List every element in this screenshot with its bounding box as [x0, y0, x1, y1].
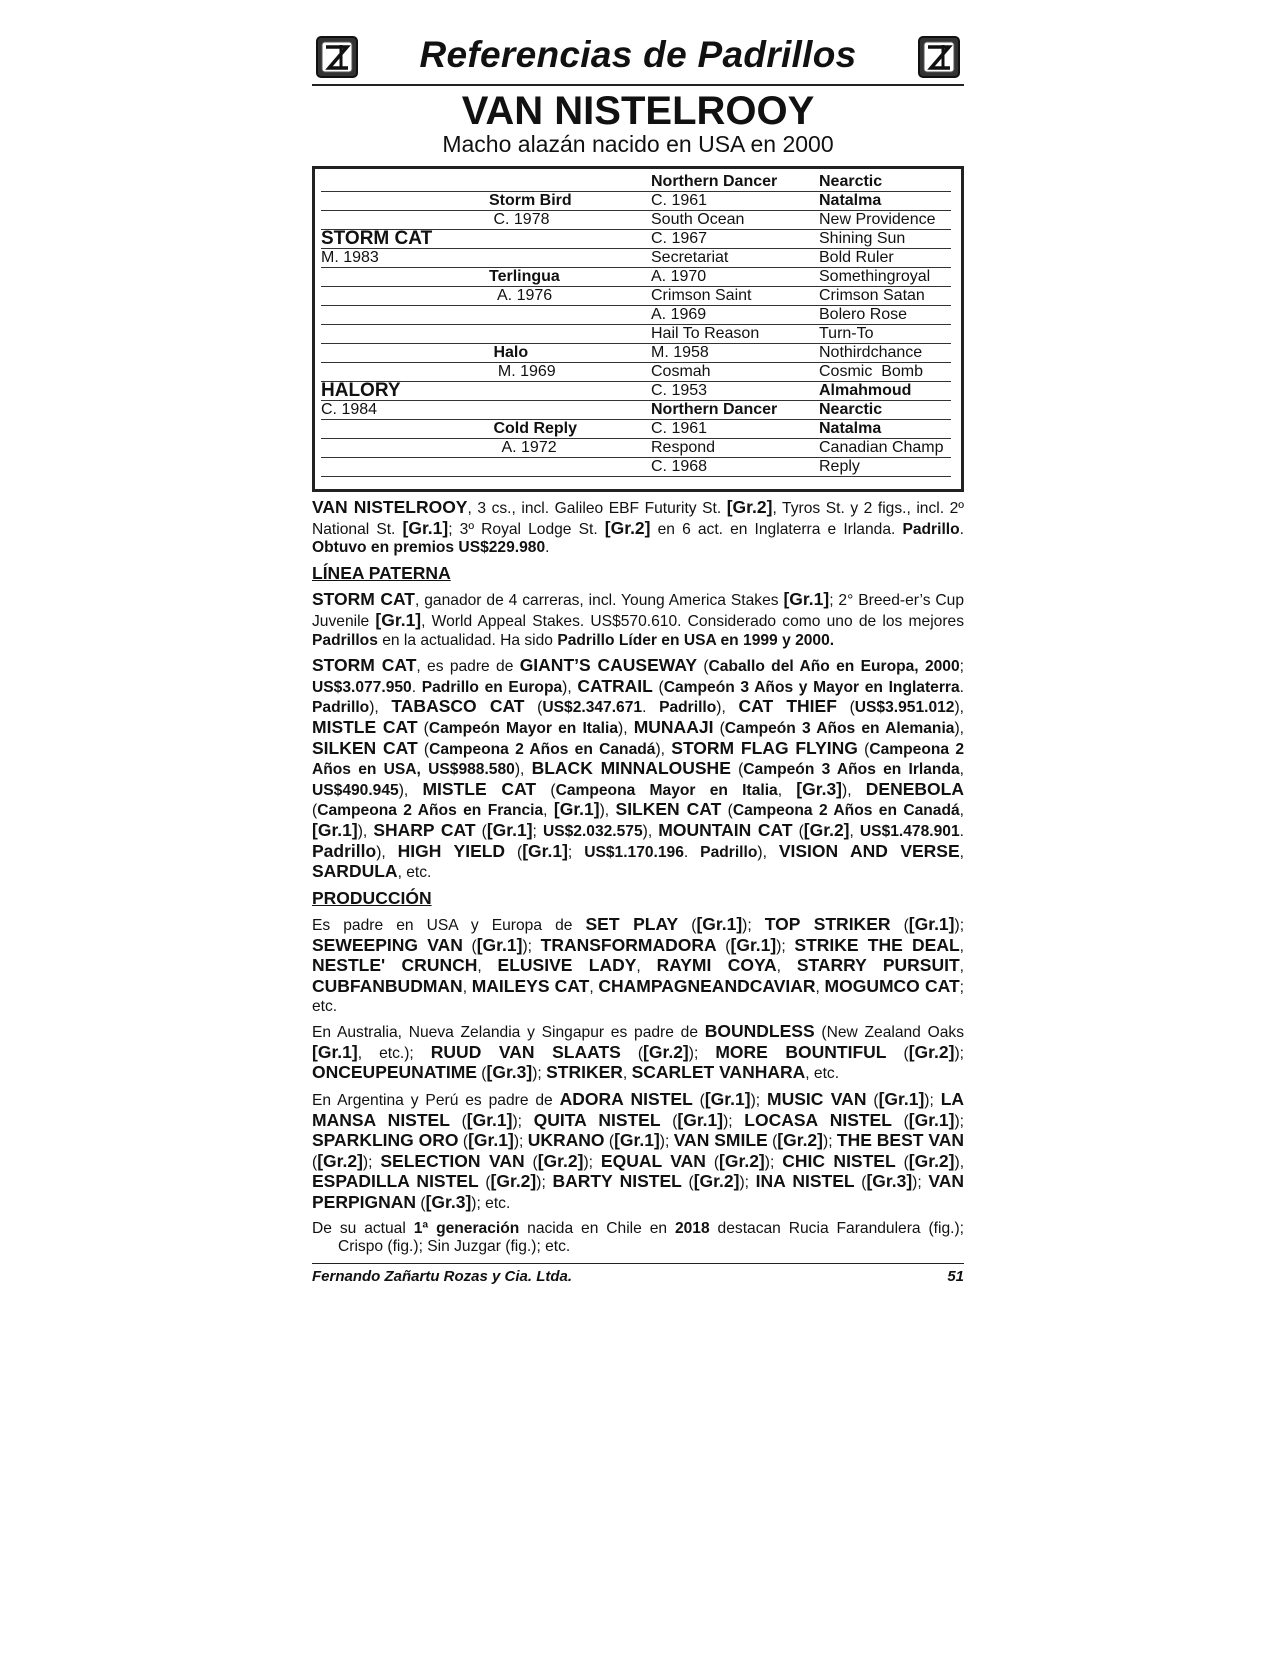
pedigree-cell: HALORY: [321, 380, 401, 401]
pedigree-row: [321, 344, 951, 363]
pedigree-cell: C. 1978: [489, 211, 550, 228]
pedigree-cell: C. 1968: [651, 458, 708, 475]
pedigree-cell: Bolero Rose: [819, 306, 908, 323]
header-title: Referencias de Padrillos: [419, 34, 857, 75]
paragraph-storm-cat-2: STORM CAT, es padre de GIANT’S CAUSEWAY (Caballo del Año en Europa, 2000; US$3.077.950. Padrillo en Europa), CATRAIL (Campeón 3 Años y Mayor en Inglaterra. Padrillo), TABASCO CAT (US$2.347.671. Padrillo), CAT THIEF (US$3.951.012), MISTLE CAT (Campeón Mayor en Italia), MUNAAJI (Campeón 3 Años en Alemania), SILKEN CAT (Campeona 2 Años en Canadá), STORM FLAG FLYING (Campeona 2 Años en USA, US$988.580), BLACK MINNALOUSHE (Campeón 3 Años en Irlanda, US$490.945), MISTLE CAT (Campeona Mayor en Italia, [Gr.3]), DENEBOLA (Campeona 2 Años en Francia, [Gr.1]), SILKEN CAT (Campeona 2 Años en Canadá, [Gr.1]), SHARP CAT ([Gr.1]; US$2.032.575), MOUNTAIN CAT ([Gr.2], US$1.478.901. Padrillo), HIGH YIELD ([Gr.1]; US$1.170.196. Padrillo), VISION AND VERSE, SARDULA, etc.: [312, 655, 965, 882]
pedigree-cell: Terlingua: [489, 268, 560, 285]
pedigree-cell: A. 1970: [651, 268, 707, 285]
paragraph-chile: De su actual 1ª generación nacida en Chile en 2018 destacan Rucia Farandulera (fig.); Crispo (fig.); Sin Juzgar (fig.); etc.: [312, 1219, 965, 1256]
pedigree-cell: Respond: [651, 439, 716, 456]
pedigree-cell: Nearctic: [819, 401, 883, 418]
pedigree-rule: [321, 476, 951, 477]
pedigree-cell: Secretariat: [651, 249, 729, 266]
pedigree-row: [321, 325, 951, 344]
horse-subtitle: Macho alazán nacido en USA en 2000: [442, 131, 834, 157]
page: [312, 30, 964, 1285]
paragraph-australia: En Australia, Nueva Zelandia y Singapur es padre de BOUNDLESS (New Zealand Oaks [Gr.1], etc.); RUUD VAN SLAATS ([Gr.2]); MORE BOUNTIFUL ([Gr.2]); ONCEUPEUNATIME ([Gr.3]); STRIKER, SCARLET VANHARA, etc.: [312, 1021, 965, 1083]
pedigree-cell: Storm Bird: [489, 192, 572, 209]
pedigree-cell: Northern Dancer: [651, 173, 778, 190]
pedigree-cell: M. 1969: [489, 363, 556, 380]
pedigree-row: [321, 249, 951, 268]
paragraph-argentina-peru: En Argentina y Perú es padre de ADORA NISTEL ([Gr.1]); MUSIC VAN ([Gr.1]); LA MANSA NISTEL ([Gr.1]); QUITA NISTEL ([Gr.1]); LOCASA NISTEL ([Gr.1]); SPARKLING ORO ([Gr.1]); UKRANO ([Gr.1]); VAN SMILE ([Gr.2]); THE BEST VAN ([Gr.2]); SELECTION VAN ([Gr.2]); EQUAL VAN ([Gr.2]); CHIC NISTEL ([Gr.2]), ESPADILLA NISTEL ([Gr.2]); BARTY NISTEL ([Gr.2]); INA NISTEL ([Gr.3]); VAN PERPIGNAN ([Gr.3]); etc.: [312, 1089, 965, 1212]
pedigree-cell: STORM CAT: [321, 228, 433, 249]
pedigree-row: [321, 420, 951, 439]
pedigree-cell: Cosmic Bomb: [819, 363, 924, 380]
pedigree-row: [321, 439, 951, 458]
pedigree-cell: Crimson Saint: [651, 287, 752, 304]
pedigree-cell: C. 1953: [651, 382, 708, 399]
pedigree-row: [321, 458, 951, 477]
pedigree-cell: C. 1961: [651, 420, 708, 437]
pedigree-cell: Northern Dancer: [651, 401, 778, 418]
pedigree-cell: C. 1984: [321, 401, 378, 418]
pedigree-row: [321, 173, 951, 192]
paragraph-storm-cat-1: STORM CAT, ganador de 4 carreras, incl. Young America Stakes [Gr.1]; 2° Breed-er’s Cup Juvenile [Gr.1], World Appeal Stakes. US$570.610. Considerado como uno de los mejores Padrillos en la actualidad. Ha sido Padrillo Líder en USA en 1999 y 2000.: [312, 589, 965, 649]
pedigree-row: [321, 268, 951, 287]
pedigree-row: [321, 230, 951, 249]
pedigree-row: [321, 363, 951, 382]
footer-company: Fernando Zañartu Rozas y Cia. Ltda.: [312, 1267, 573, 1285]
page-number: 51: [947, 1267, 964, 1285]
pedigree-row: [321, 306, 951, 325]
pedigree-cell: C. 1961: [651, 192, 708, 209]
page-header: [312, 30, 964, 86]
pedigree-row: [321, 382, 951, 401]
pedigree-cell: South Ocean: [651, 211, 745, 228]
pedigree-cell: Hail To Reason: [651, 325, 760, 342]
pedigree-cell: Natalma: [819, 192, 882, 209]
pedigree-row: [321, 287, 951, 306]
paragraph-intro: VAN NISTELROOY, 3 cs., incl. Galileo EBF Futurity St. [Gr.2], Tyros St. y 2 figs., incl. 2º National St. [Gr.1]; 3º Royal Lodge St. [Gr.2] en 6 act. en Inglaterra e Irlanda. Padrillo. Obtuvo en premios US$229.980.: [312, 497, 964, 557]
pedigree-cell: Bold Ruler: [819, 249, 894, 266]
pedigree-cell: Cosmah: [651, 363, 711, 380]
pedigree-row: [321, 401, 951, 420]
section-linea-paterna: LÍNEA PATERNA: [312, 562, 451, 583]
pedigree-cell: A. 1969: [651, 306, 707, 323]
page-footer: [312, 1263, 964, 1285]
pedigree-cell: Canadian Champ: [819, 439, 944, 456]
pedigree-cell: Turn-To: [819, 325, 874, 342]
pedigree-cell: Crimson Satan: [819, 287, 925, 304]
pedigree-cell: M. 1983: [321, 249, 379, 266]
pedigree-cell: Almahmoud: [819, 382, 912, 399]
pedigree-cell: Somethingroyal: [819, 268, 931, 285]
body-text: [312, 498, 964, 1257]
horse-name: VAN NISTELROOY: [461, 89, 815, 133]
pedigree-table: [312, 166, 964, 492]
pedigree-cell: Nearctic: [819, 173, 883, 190]
pedigree-row: [321, 192, 951, 211]
pedigree-cell: M. 1958: [651, 344, 709, 361]
pedigree-cell: C. 1967: [651, 230, 708, 247]
paragraph-usa-europa: Es padre en USA y Europa de SET PLAY ([Gr.1]); TOP STRIKER ([Gr.1]); SEWEEPING VAN ([Gr.1]); TRANSFORMADORA ([Gr.1]); STRIKE THE DEAL, NESTLE' CRUNCH, ELUSIVE LADY, RAYMI COYA, STARRY PURSUIT, CUBFANBUDMAN, MAILEYS CAT, CHAMPAGNEANDCAVIAR, MOGUMCO CAT; etc.: [312, 914, 965, 1015]
pedigree-cell: A. 1972: [489, 439, 557, 456]
section-produccion: PRODUCCIÓN: [312, 887, 432, 908]
pedigree-cell: A. 1976: [489, 287, 553, 304]
pedigree-cell: New Providence: [819, 211, 936, 228]
pedigree-cell: Cold Reply: [489, 420, 578, 437]
pedigree-cell: Nothirdchance: [819, 344, 923, 361]
pedigree-cell: Shining Sun: [819, 230, 906, 247]
pedigree-cell: Reply: [819, 458, 860, 475]
pedigree-cell: Natalma: [819, 420, 882, 437]
zr-logo-icon: [916, 34, 962, 80]
pedigree-cell: Halo: [489, 344, 529, 361]
